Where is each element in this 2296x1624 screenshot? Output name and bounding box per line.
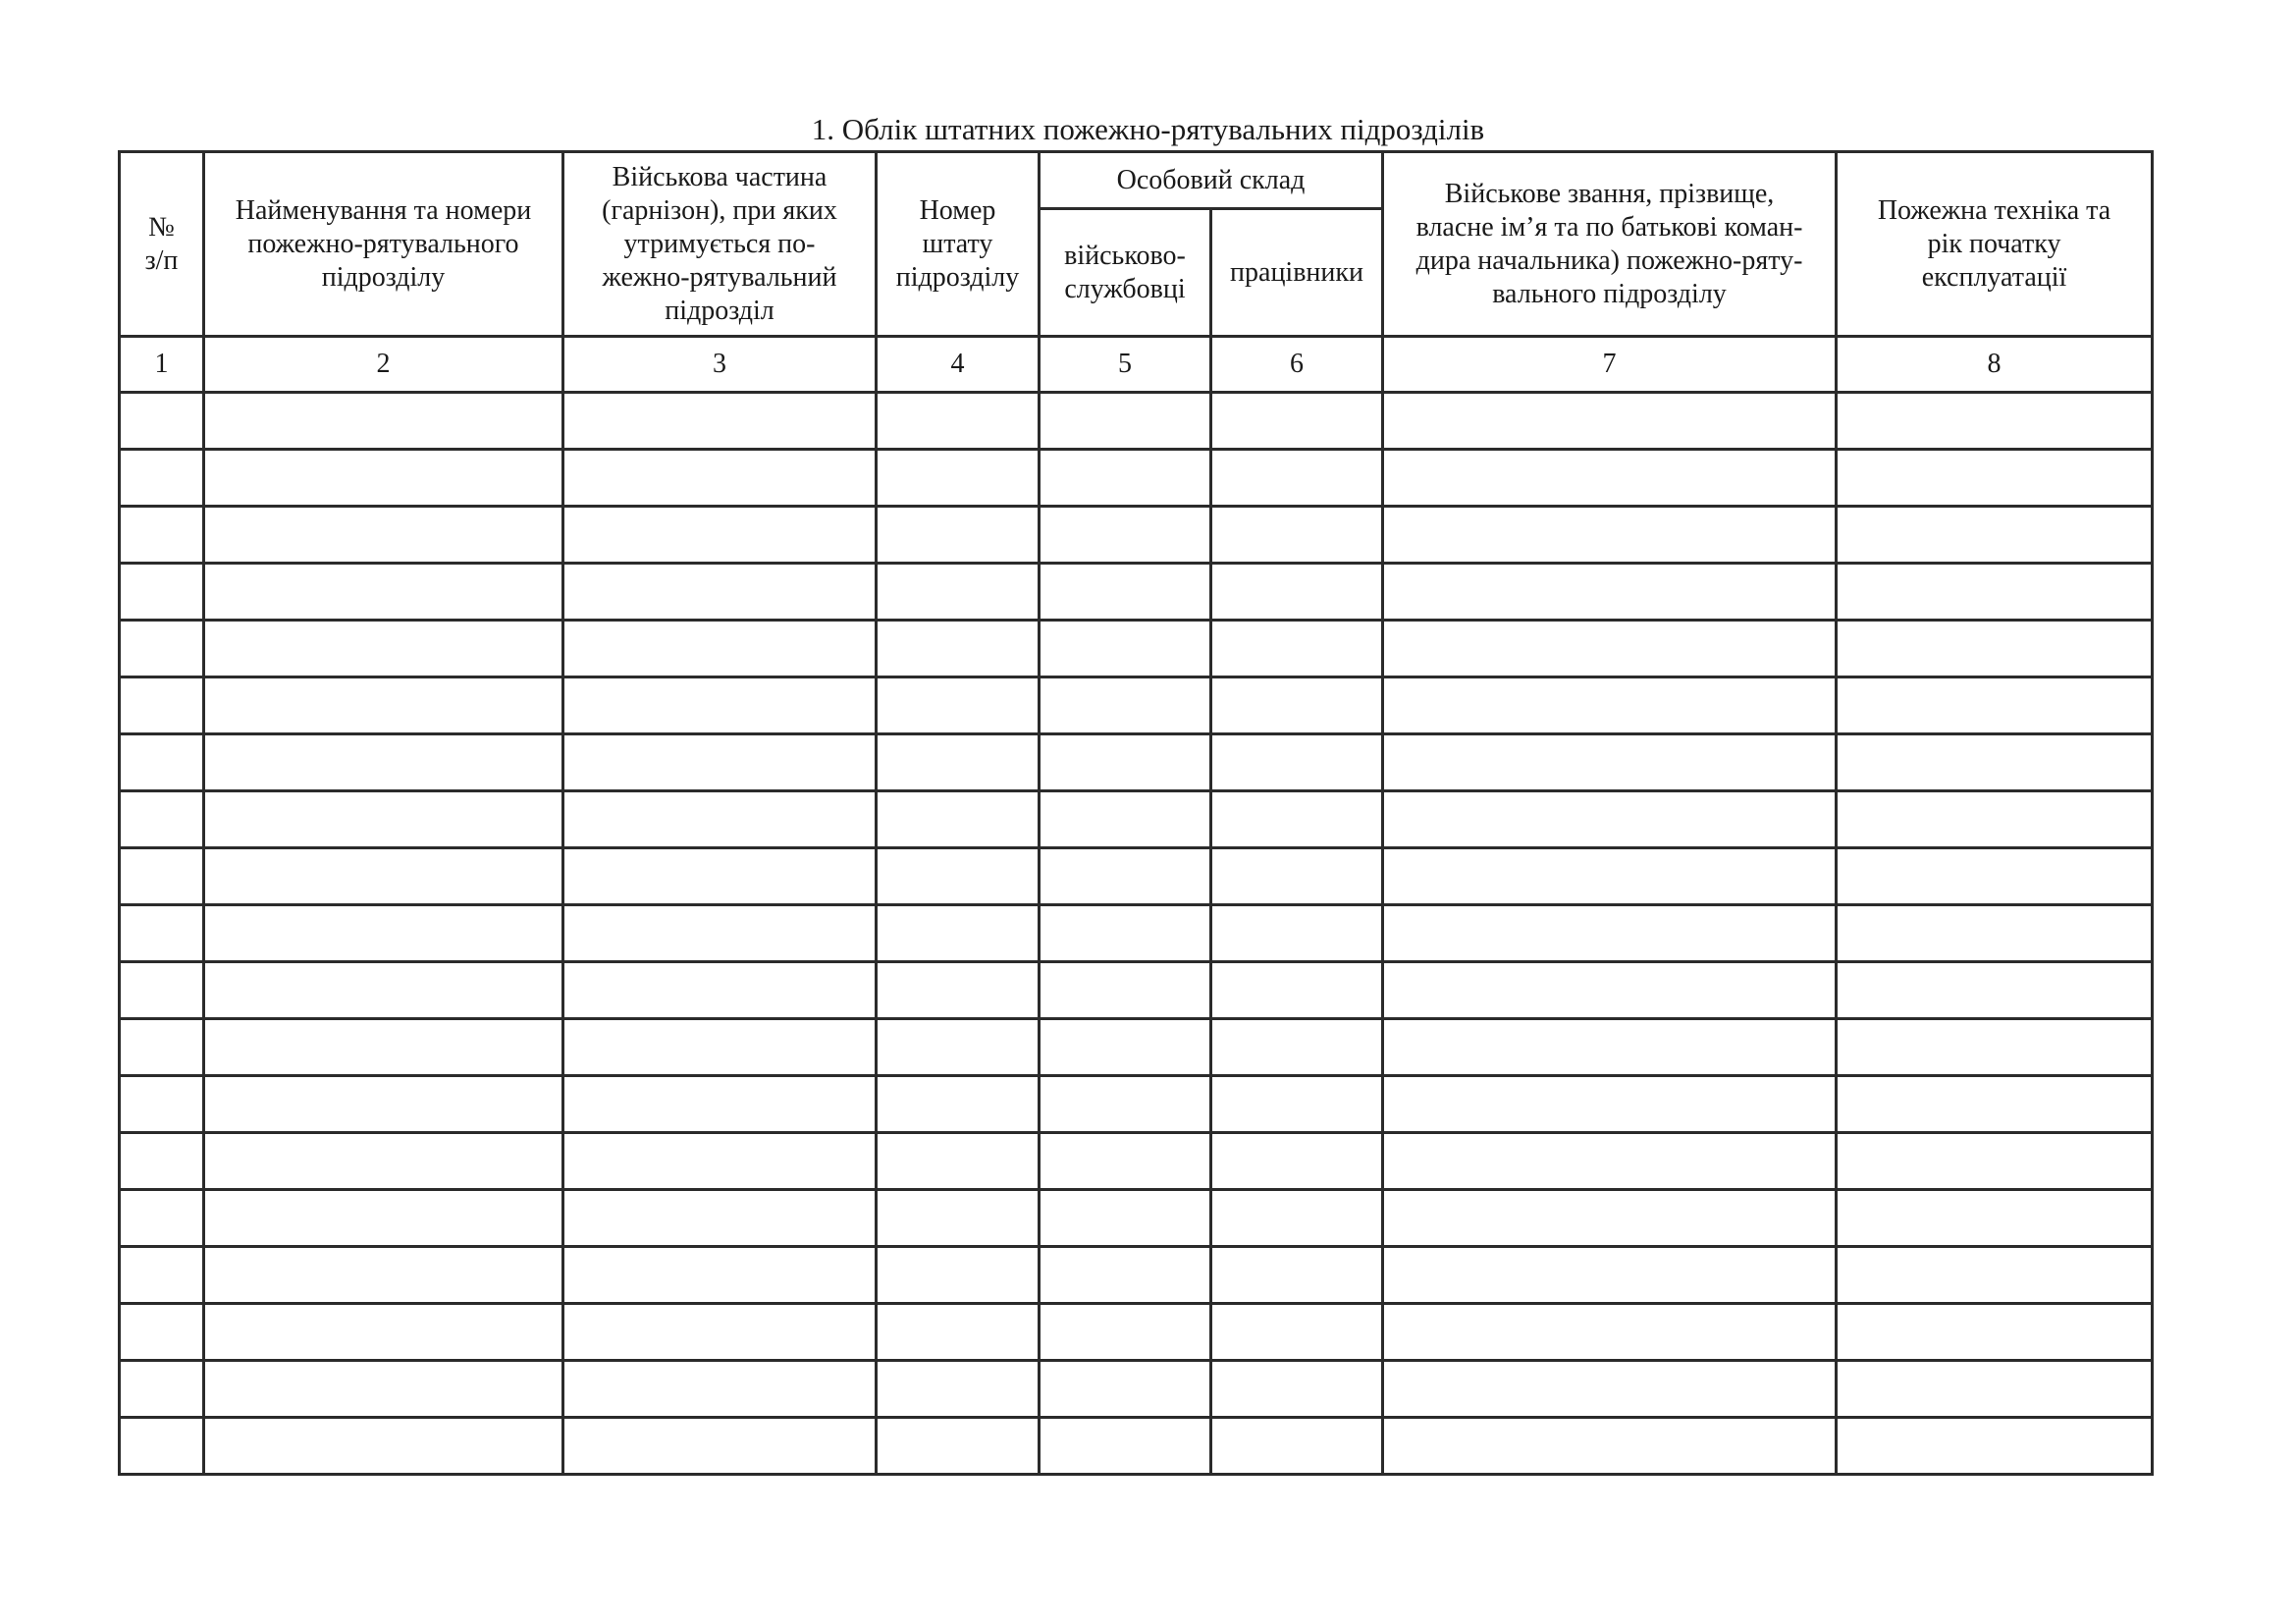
table-cell bbox=[1383, 734, 1837, 791]
table-cell bbox=[1040, 1133, 1211, 1190]
table-cell bbox=[120, 1133, 204, 1190]
table-cell bbox=[1383, 962, 1837, 1019]
table-row bbox=[120, 677, 2153, 734]
header-staff-number: Номер штату підрозділу bbox=[877, 152, 1040, 337]
document-title: 1. Облік штатних пожежно-рятувальних підрозділів bbox=[811, 112, 1485, 146]
table-cell bbox=[204, 1247, 563, 1304]
table-cell bbox=[1211, 734, 1383, 791]
table-cell bbox=[1837, 1019, 2153, 1076]
table-cell bbox=[563, 1019, 877, 1076]
table-cell bbox=[204, 507, 563, 564]
table-row bbox=[120, 962, 2153, 1019]
table-cell bbox=[1837, 1418, 2153, 1475]
table-cell bbox=[1383, 1418, 1837, 1475]
table-cell bbox=[204, 848, 563, 905]
table-cell bbox=[563, 507, 877, 564]
table-cell bbox=[877, 791, 1040, 848]
table-row bbox=[120, 791, 2153, 848]
table-cell bbox=[1040, 677, 1211, 734]
table-cell bbox=[120, 1019, 204, 1076]
table-cell bbox=[877, 1190, 1040, 1247]
table-cell bbox=[204, 1361, 563, 1418]
table-cell bbox=[1837, 677, 2153, 734]
table-cell bbox=[1383, 564, 1837, 621]
table-cell bbox=[1837, 1076, 2153, 1133]
table-row bbox=[120, 1019, 2153, 1076]
table-cell bbox=[204, 1418, 563, 1475]
table-cell bbox=[204, 962, 563, 1019]
table-cell bbox=[1383, 1190, 1837, 1247]
column-number: 8 bbox=[1837, 337, 2153, 393]
table-cell bbox=[1211, 393, 1383, 450]
table-cell bbox=[120, 962, 204, 1019]
table-cell bbox=[204, 564, 563, 621]
table-cell bbox=[204, 393, 563, 450]
table-cell bbox=[1211, 1133, 1383, 1190]
table-cell bbox=[1211, 1019, 1383, 1076]
table-cell bbox=[877, 1019, 1040, 1076]
table-cell bbox=[877, 677, 1040, 734]
table-cell bbox=[1837, 564, 2153, 621]
table-cell bbox=[120, 905, 204, 962]
table-cell bbox=[1040, 393, 1211, 450]
table-cell bbox=[877, 1304, 1040, 1361]
table-row bbox=[120, 507, 2153, 564]
table-cell bbox=[877, 1133, 1040, 1190]
column-number: 1 bbox=[120, 337, 204, 393]
table-row bbox=[120, 905, 2153, 962]
column-number: 7 bbox=[1383, 337, 1837, 393]
column-number: 3 bbox=[563, 337, 877, 393]
table-cell bbox=[563, 1133, 877, 1190]
table-cell bbox=[563, 1361, 877, 1418]
table-cell bbox=[1211, 507, 1383, 564]
table-cell bbox=[120, 734, 204, 791]
table-cell bbox=[120, 791, 204, 848]
table-cell bbox=[1837, 1190, 2153, 1247]
table-cell bbox=[1211, 905, 1383, 962]
table-cell bbox=[1383, 450, 1837, 507]
table-cell bbox=[1837, 1247, 2153, 1304]
table-cell bbox=[1837, 1361, 2153, 1418]
table-cell bbox=[1837, 905, 2153, 962]
table-cell bbox=[563, 677, 877, 734]
table-cell bbox=[204, 1304, 563, 1361]
table-cell bbox=[877, 621, 1040, 677]
column-number: 2 bbox=[204, 337, 563, 393]
table-cell bbox=[1040, 1361, 1211, 1418]
table-cell bbox=[120, 621, 204, 677]
table-cell bbox=[1211, 962, 1383, 1019]
table-cell bbox=[120, 507, 204, 564]
table-cell bbox=[877, 734, 1040, 791]
table-cell bbox=[120, 1418, 204, 1475]
table-cell bbox=[1040, 1304, 1211, 1361]
table-cell bbox=[204, 1076, 563, 1133]
header-personnel-group: Особовий склад bbox=[1040, 152, 1383, 209]
table-cell bbox=[1837, 507, 2153, 564]
table-cell bbox=[204, 734, 563, 791]
table-cell bbox=[120, 677, 204, 734]
table-cell bbox=[563, 1076, 877, 1133]
table-cell bbox=[1040, 564, 1211, 621]
table-cell bbox=[1383, 393, 1837, 450]
table-cell bbox=[204, 905, 563, 962]
table-cell bbox=[1211, 621, 1383, 677]
table-row bbox=[120, 564, 2153, 621]
table-cell bbox=[877, 1361, 1040, 1418]
table-cell bbox=[1040, 791, 1211, 848]
table-cell bbox=[877, 1247, 1040, 1304]
table-cell bbox=[563, 1247, 877, 1304]
table-cell bbox=[877, 962, 1040, 1019]
table-cell bbox=[877, 564, 1040, 621]
table-cell bbox=[1040, 734, 1211, 791]
table-cell bbox=[1040, 621, 1211, 677]
table-cell bbox=[563, 1190, 877, 1247]
table-cell bbox=[1040, 962, 1211, 1019]
table-cell bbox=[1211, 848, 1383, 905]
table-cell bbox=[563, 905, 877, 962]
table-cell bbox=[1040, 1076, 1211, 1133]
table-row bbox=[120, 1247, 2153, 1304]
table-cell bbox=[563, 393, 877, 450]
table-cell bbox=[1211, 1418, 1383, 1475]
table-row bbox=[120, 1418, 2153, 1475]
table-row bbox=[120, 848, 2153, 905]
table-cell bbox=[563, 734, 877, 791]
column-numbers-row bbox=[120, 337, 2153, 393]
table-cell bbox=[1040, 905, 1211, 962]
table-cell bbox=[120, 848, 204, 905]
table-cell bbox=[204, 621, 563, 677]
table-cell bbox=[120, 1076, 204, 1133]
table-cell bbox=[1211, 1304, 1383, 1361]
table-row bbox=[120, 1361, 2153, 1418]
header-unit-name: Найменування та номери пожежно-рятувального підрозділу bbox=[204, 152, 563, 337]
header-commander: Військове звання, прізвище, власне ім’я та по батькові коман- дира начальника) пожежно-ряту- вального підрозділу bbox=[1383, 152, 1837, 337]
table-cell bbox=[1211, 450, 1383, 507]
table-cell bbox=[1837, 393, 2153, 450]
table-cell bbox=[204, 1190, 563, 1247]
table-row bbox=[120, 734, 2153, 791]
header-employees: працівники bbox=[1211, 209, 1383, 337]
table-cell bbox=[563, 1418, 877, 1475]
table-cell bbox=[204, 791, 563, 848]
table-cell bbox=[1383, 905, 1837, 962]
table-cell bbox=[1383, 848, 1837, 905]
table-cell bbox=[1383, 1361, 1837, 1418]
table-cell bbox=[1837, 1304, 2153, 1361]
table-cell bbox=[1383, 621, 1837, 677]
table-cell bbox=[563, 848, 877, 905]
table-cell bbox=[1837, 962, 2153, 1019]
table-cell bbox=[1837, 450, 2153, 507]
table-cell bbox=[563, 564, 877, 621]
table-cell bbox=[877, 905, 1040, 962]
table-cell bbox=[1837, 791, 2153, 848]
table-cell bbox=[877, 1076, 1040, 1133]
table-cell bbox=[1040, 1190, 1211, 1247]
table-row bbox=[120, 1190, 2153, 1247]
table-cell bbox=[563, 1304, 877, 1361]
table-cell bbox=[1040, 507, 1211, 564]
table-cell bbox=[120, 1247, 204, 1304]
table-cell bbox=[204, 677, 563, 734]
table-row bbox=[120, 450, 2153, 507]
table-cell bbox=[1211, 677, 1383, 734]
table-cell bbox=[204, 450, 563, 507]
header-military-unit: Військова частина (гарнізон), при яких утримується по- жежно-рятувальний підрозділ bbox=[563, 152, 877, 337]
table-cell bbox=[877, 848, 1040, 905]
table-cell bbox=[1383, 1304, 1837, 1361]
table-cell bbox=[877, 450, 1040, 507]
table-cell bbox=[1383, 507, 1837, 564]
header-fire-equipment: Пожежна техніка та рік початку експлуатації bbox=[1837, 152, 2153, 337]
table-row bbox=[120, 1076, 2153, 1133]
table-cell bbox=[1211, 1361, 1383, 1418]
table-cell bbox=[1211, 1247, 1383, 1304]
table-cell bbox=[1837, 734, 2153, 791]
table-row bbox=[120, 1133, 2153, 1190]
table-cell bbox=[1211, 1076, 1383, 1133]
table-cell bbox=[877, 1418, 1040, 1475]
table-cell bbox=[1383, 791, 1837, 848]
table-cell bbox=[204, 1019, 563, 1076]
table-cell bbox=[1211, 1190, 1383, 1247]
table-row bbox=[120, 1304, 2153, 1361]
table-cell bbox=[563, 791, 877, 848]
table-cell bbox=[1040, 1247, 1211, 1304]
table-cell bbox=[120, 564, 204, 621]
table-cell bbox=[563, 962, 877, 1019]
fire-rescue-units-table bbox=[118, 150, 2154, 1476]
table-cell bbox=[1211, 564, 1383, 621]
table-cell bbox=[877, 507, 1040, 564]
table-cell bbox=[120, 450, 204, 507]
header-servicemen: військово- службовці bbox=[1040, 209, 1211, 337]
table-cell bbox=[1383, 1019, 1837, 1076]
column-number: 4 bbox=[877, 337, 1040, 393]
table-cell bbox=[563, 450, 877, 507]
table-cell bbox=[1383, 1247, 1837, 1304]
table-cell bbox=[877, 393, 1040, 450]
table-cell bbox=[1040, 1418, 1211, 1475]
table-row bbox=[120, 393, 2153, 450]
table-cell bbox=[1383, 1133, 1837, 1190]
column-number: 6 bbox=[1211, 337, 1383, 393]
table-cell bbox=[204, 1133, 563, 1190]
table-cell bbox=[563, 621, 877, 677]
table-cell bbox=[120, 1190, 204, 1247]
table-cell bbox=[120, 1361, 204, 1418]
table-cell bbox=[1837, 1133, 2153, 1190]
table-cell bbox=[1211, 791, 1383, 848]
table-cell bbox=[1040, 1019, 1211, 1076]
table-cell bbox=[120, 393, 204, 450]
table-row bbox=[120, 621, 2153, 677]
table-cell bbox=[1040, 450, 1211, 507]
header-number: № з/п bbox=[120, 152, 204, 337]
table-cell bbox=[1383, 1076, 1837, 1133]
table-cell bbox=[1383, 677, 1837, 734]
table-cell bbox=[1837, 621, 2153, 677]
table-cell bbox=[120, 1304, 204, 1361]
column-number: 5 bbox=[1040, 337, 1211, 393]
table-cell bbox=[1837, 848, 2153, 905]
table-cell bbox=[1040, 848, 1211, 905]
